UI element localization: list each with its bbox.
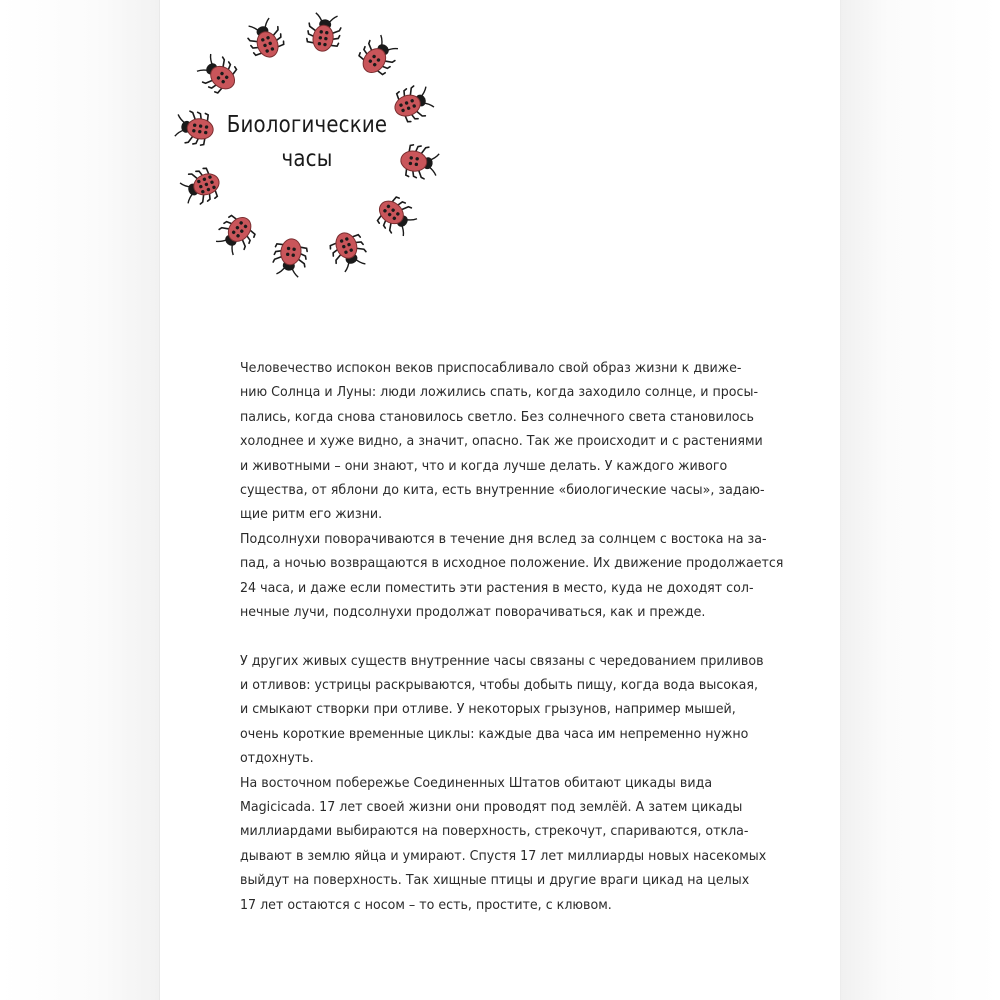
text-line: существа, от яблони до кита, есть внутренние «биологические часы», задаю- xyxy=(240,481,765,498)
text-line: 17 лет остаются с носом – то есть, простите, с клювом. xyxy=(240,896,612,913)
ladybug-icon xyxy=(327,228,370,274)
text-line: пались, когда снова становилось светло. Без солнечного света становилось xyxy=(240,408,754,425)
text-line: 24 часа, и даже если поместить эти растения в место, куда не доходят сол- xyxy=(240,579,754,596)
book-page xyxy=(160,0,840,1000)
ladybug-icon xyxy=(212,209,260,258)
ladybug-icon xyxy=(305,12,342,53)
text-line: очень короткие временные циклы: каждые два часа им непременно нужно xyxy=(240,725,749,742)
text-line: нечные лучи, подсолнухи продолжат поворачиваться, как и прежде. xyxy=(240,603,706,620)
page-title xyxy=(191,108,423,176)
text-line: холоднее и хуже видно, а значит, опасно. Так же происходит и с растениями xyxy=(240,433,763,450)
text-line: У других живых существ внутренние часы связаны с чередованием приливов xyxy=(240,652,764,669)
text-line: Подсолнухи поворачиваются в течение дня вслед за солнцем с востока на за- xyxy=(240,530,767,547)
text-line: и отливов: устрицы раскрываются, чтобы добыть пищу, когда вода высокая, xyxy=(240,677,759,694)
ladybug-icon xyxy=(194,50,243,98)
text-line: выйдут на поверхность. Так хищные птицы и другие враги цикад на целых xyxy=(240,872,750,889)
text-line: миллиардами выбираются на поверхность, стрекочут, спариваются, откла- xyxy=(240,823,749,840)
paragraph-4 xyxy=(240,771,767,917)
title-line-1: Биологические xyxy=(226,112,388,138)
book-edge-right xyxy=(840,0,1000,1000)
text-line: и животными – они знают, что и когда лучше делать. У каждого живого xyxy=(240,457,728,474)
text-line: нию Солнца и Луны: люди ложились спать, когда заходило солнце, и просы- xyxy=(240,384,759,401)
paragraph-3 xyxy=(240,649,764,771)
ladybug-icon xyxy=(244,16,287,62)
ladybug-icon xyxy=(354,32,402,81)
text-line: Magicicada. 17 лет своей жизни они проводят под землёй. А затем цикады xyxy=(240,799,743,816)
text-line: щие ритм его жизни. xyxy=(240,506,383,523)
text-line: Человечество испокон веков приспосабливало свой образ жизни к движе- xyxy=(240,360,742,376)
text-line: На восточном побережье Соединенных Штатов обитают цикады вида xyxy=(240,774,713,791)
paragraph-1 xyxy=(240,356,765,527)
paragraph-spacer xyxy=(240,624,742,648)
paragraph-2 xyxy=(240,527,784,625)
title-line-2: часы xyxy=(281,146,333,172)
ladybug-icon xyxy=(271,237,308,278)
article-body xyxy=(240,356,784,917)
text-line: дывают в землю яйца и умирают. Спустя 17 лет миллиарды новых насекомых xyxy=(240,847,767,864)
text-line: отдохнуть. xyxy=(240,750,314,767)
text-line: и смыкают створки при отливе. У некоторых грызунов, например мышей, xyxy=(240,701,736,718)
text-line: пад, а ночью возвращаются в исходное положение. Их движение продолжается xyxy=(240,555,784,572)
book-edge-left xyxy=(0,0,160,1000)
ladybug-icon xyxy=(371,192,420,240)
